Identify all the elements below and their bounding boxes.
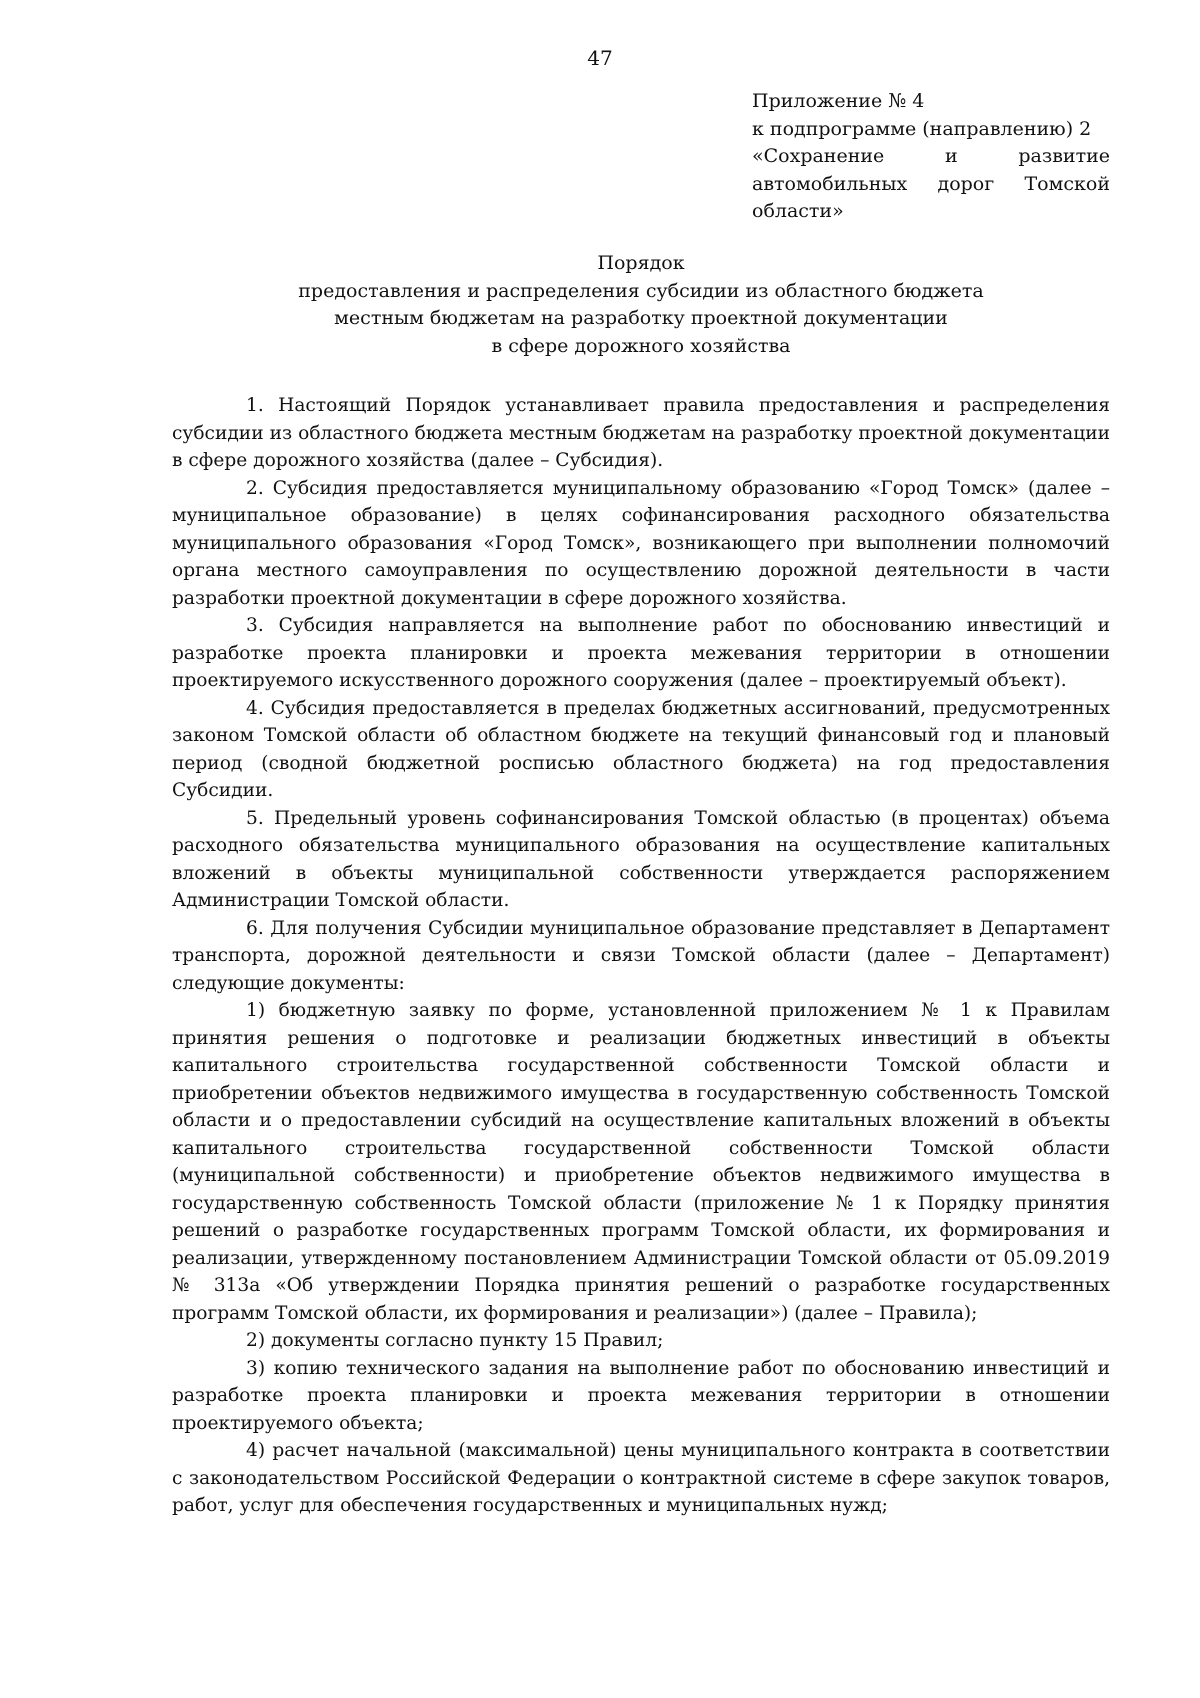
title-line-1: Порядок: [597, 252, 685, 274]
title-line-2: предоставления и распределения субсидии из областного бюджета: [298, 279, 984, 302]
paragraph-2: 2. Субсидия предоставляется муниципальному образованию «Город Томск» (далее – муниципальное образование) в целях софинансирования расходного обязательства муниципального образования «Город Томск», возникающего при выполнении полномочий органа местного самоуправления по осуществлению дорожной деятельности в части разработки проектной документации в сфере дорожного хозяйства.: [172, 477, 1110, 609]
appendix-line-1: Приложение № 4: [752, 90, 925, 112]
paragraph-3: 3. Субсидия направляется на выполнение работ по обоснованию инвестиций и разработке проекта планировки и проекта межевания территории в отношении проектируемого искусственного дорожного сооружения (далее – проектируемый объект).: [172, 615, 1110, 691]
page-number: 47: [587, 46, 613, 70]
appendix-line-2: к подпрограмме (направлению) 2: [752, 117, 1092, 140]
paragraph-6: 6. Для получения Субсидии муниципальное образование представляет в Департамент транспорта, дорожной деятельности и связи Томской области (далее – Департамент) следующие документы:: [172, 917, 1110, 994]
list-item-1: 1) бюджетную заявку по форме, установленной приложением № 1 к Правилам принятия решения о подготовке и реализации бюджетных инвестиций в объекты капитального строительства государственной собственности Томской области и приобретении объектов недвижимого имущества в государственную собственность Томской области и о предоставлении субсидий на осуществление капитальных вложений в объекты капитального строительства государственной собственности Томской области (муниципальной собственности) и приобретение объектов недвижимого имущества в государственную собственность Томской области (приложение № 1 к Порядку принятия решений о разработке государственных программ Томской области, их формирования и реализации, утвержденному постановлением Администрации Томской области от 05.09.2019 № 313а «Об утверждении Порядка принятия решений о разработке государственных программ Томской области, их формирования и реализации») (далее – Правила);: [172, 1000, 1110, 1324]
appendix-line-5: области»: [752, 200, 844, 223]
appendix-line-3: «Сохранение и развитие: [752, 145, 1110, 168]
paragraph-1: 1. Настоящий Порядок устанавливает правила предоставления и распределения субсидии из областного бюджета местным бюджетам на разработку проектной документации в сфере дорожного хозяйства (далее – Субсидия).: [172, 395, 1110, 471]
document-body: [172, 392, 1110, 1520]
title-line-3: местным бюджетам на разработку проектной документации: [334, 307, 948, 330]
appendix-header: [752, 88, 1110, 226]
document-title: [172, 250, 1110, 360]
list-item-4: 4) расчет начальной (максимальной) цены муниципального контракта в соответствии с законодательством Российской Федерации о контрактной системе в сфере закупок товаров, работ, услуг для обеспечения государственных и муниципальных нужд;: [172, 1440, 1110, 1516]
paragraph-5: 5. Предельный уровень софинансирования Томской областью (в процентах) объема расходного обязательства муниципального образования на осуществление капитальных вложений в объекты муниципальной собственности утверждается распоряжением Администрации Томской области.: [172, 807, 1110, 911]
list-item-3: 3) копию технического задания на выполнение работ по обоснованию инвестиций и разработке проекта планировки и проекта межевания территории в отношении проектируемого объекта;: [172, 1357, 1110, 1434]
appendix-line-4: автомобильных дорог Томской: [752, 172, 1110, 195]
title-line-4: в сфере дорожного хозяйства: [491, 334, 791, 357]
paragraph-4: 4. Субсидия предоставляется в пределах бюджетных ассигнований, предусмотренных законом Томской области об областном бюджете на текущий финансовый год и плановый период (сводной бюджетной росписью областного бюджета) на год предоставления Субсидии.: [172, 697, 1110, 801]
list-item-2: 2) документы согласно пункту 15 Правил;: [246, 1330, 664, 1351]
